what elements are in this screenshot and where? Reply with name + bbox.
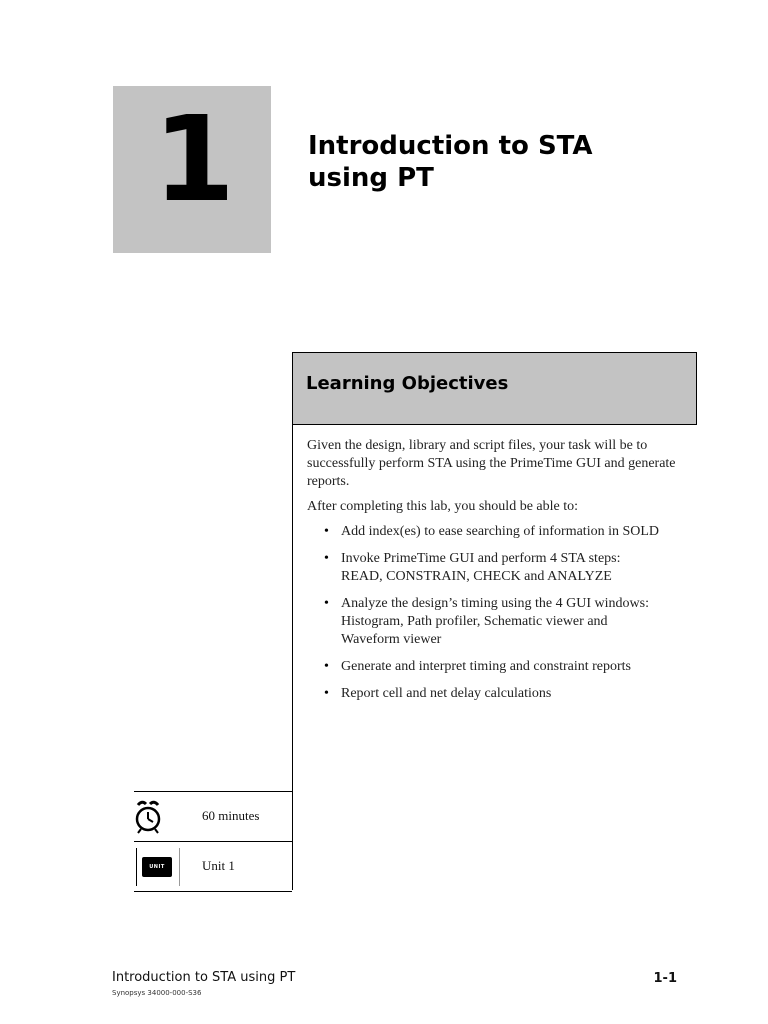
unit-badge: UNIT: [142, 857, 172, 877]
alarm-clock-icon: [134, 792, 178, 841]
chapter-title: [308, 130, 688, 194]
list-item: • Analyze the design’s timing using the 4 GUI windows: Histogram, Path profiler, Schematic viewer and Waveform viewer: [307, 595, 692, 649]
duration-label: 60 minutes: [202, 808, 260, 823]
objectives-list: [307, 523, 692, 703]
duration-row: [134, 791, 292, 841]
unit-label: Unit 1: [202, 858, 235, 873]
footer-title: Introduction to STA using PT: [112, 970, 296, 985]
learning-objectives-title: Learning Objectives: [306, 373, 509, 394]
objectives-divider: [292, 424, 293, 890]
chapter-title-line-2: using PT: [308, 163, 434, 193]
chapter-number-box: [113, 86, 271, 253]
chapter-title-line-1: Introduction to STA: [308, 131, 593, 161]
unit-badge-icon: [134, 842, 178, 891]
objectives-intro: Given the design, library and script files, your task will be to successfully perform STA using the PrimeTime GUI and generate reports.: [307, 438, 676, 489]
footer-subtitle: Synopsys 34000-000-S36: [112, 989, 202, 997]
list-item: • Report cell and net delay calculations: [307, 685, 692, 703]
learning-objectives-header: [292, 352, 697, 425]
list-item: • Invoke PrimeTime GUI and perform 4 STA steps: READ, CONSTRAIN, CHECK and ANALYZE: [307, 550, 692, 586]
unit-row: [134, 841, 292, 892]
list-item: • Generate and interpret timing and constraint reports: [307, 658, 692, 676]
objectives-lead: After completing this lab, you should be able to:: [307, 499, 579, 514]
page-number: 1-1: [653, 971, 677, 986]
learning-objectives-body: [307, 437, 692, 712]
chapter-number: 1: [152, 90, 232, 228]
list-item: • Add index(es) to ease searching of information in SOLD: [307, 523, 692, 541]
